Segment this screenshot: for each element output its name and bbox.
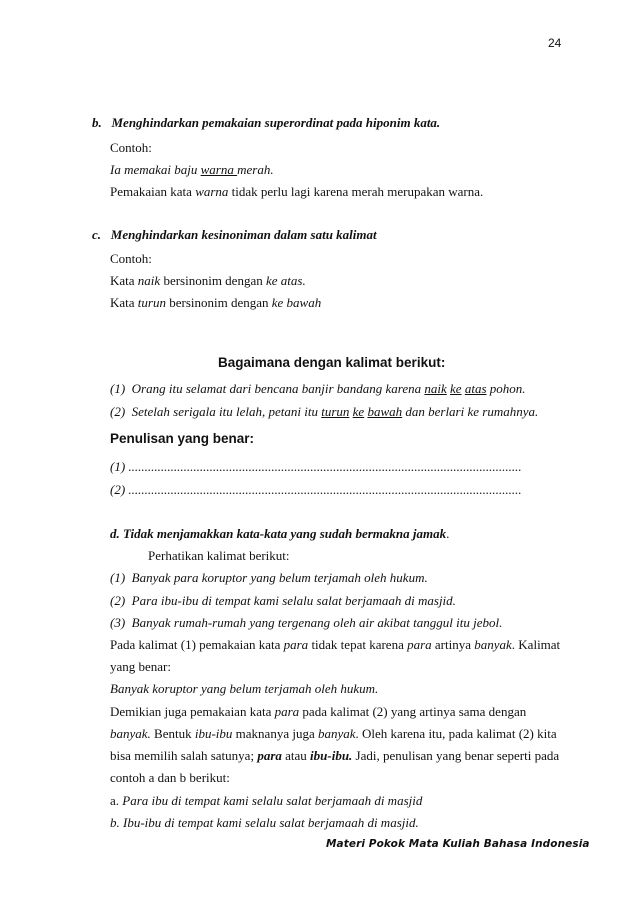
section-c-line1: Kata naik bersinonim dengan ke atas.	[110, 273, 306, 288]
paragraph-line-1: Pada kalimat (1) pemakaian kata para tidak tepat karena para artinya banyak. Kalimat	[110, 637, 561, 652]
section-d-sentence-1: (1) Banyak para koruptor yang belum terjamah oleh hukum.	[110, 570, 428, 585]
paragraph-line-6: bisa memilih salah satunya; para atau ibu-ibu. Jadi, penulisan yang benar seperti pada	[110, 748, 560, 763]
paragraph-line-2: yang benar:	[110, 659, 172, 674]
section-d-heading: d. Tidak menjamakkan kata-kata yang sudah bermakna jamak.	[110, 526, 450, 541]
section-d-intro: Perhatikan kalimat berikut:	[148, 548, 290, 563]
example-b: b. Ibu-ibu di tempat kami selalu salat berjamaah di masjid.	[110, 815, 419, 830]
section-b-heading: b. Menghindarkan pemakaian superordinat pada hiponim kata.	[92, 115, 441, 130]
section-b-note: Pemakaian kata warna tidak perlu lagi karena merah merupakan warna.	[110, 184, 484, 199]
answer-line-1: (1) .........................................................................................................................	[110, 459, 522, 474]
underlined-word: warna	[200, 162, 238, 177]
exercise-sentence-1: (1) Orang itu selamat dari bencana banjir bandang karena naik ke atas pohon.	[110, 381, 526, 396]
paragraph-line-7: contoh a dan b berikut:	[110, 770, 230, 785]
footer-course-title: Materi Pokok Mata Kuliah Bahasa Indonesia	[326, 838, 590, 850]
section-d-sentence-2: (2) Para ibu-ibu di tempat kami selalu salat berjamaah di masjid.	[110, 593, 456, 608]
paragraph-line-5: banyak. Bentuk ibu-ibu maknanya juga banyak. Oleh karena itu, pada kalimat (2) kita	[110, 726, 557, 741]
answer-heading: Penulisan yang benar:	[110, 431, 255, 446]
section-b-contoh: Contoh:	[110, 140, 152, 155]
section-c-contoh: Contoh:	[110, 251, 152, 266]
section-d-sentence-3: (3) Banyak rumah-rumah yang tergenang oleh air akibat tanggul itu jebol.	[110, 615, 503, 630]
section-c-line2: Kata turun bersinonim dengan ke bawah	[110, 295, 322, 310]
paragraph-line-4: Demikian juga pemakaian kata para pada kalimat (2) yang artinya sama dengan	[110, 704, 527, 719]
section-b-example: Ia memakai baju warna merah.	[110, 162, 274, 177]
page-number: 24	[548, 36, 562, 50]
paragraph-line-3: Banyak koruptor yang belum terjamah oleh hukum.	[110, 681, 379, 696]
answer-line-2: (2) .........................................................................................................................	[110, 482, 522, 497]
exercise-sentence-2: (2) Setelah serigala itu lelah, petani itu turun ke bawah dan berlari ke rumahnya.	[110, 404, 539, 419]
exercise-heading: Bagaimana dengan kalimat berikut:	[218, 355, 446, 370]
section-c-heading: c. Menghindarkan kesinoniman dalam satu kalimat	[92, 227, 377, 242]
example-a: a. Para ibu di tempat kami selalu salat berjamaah di masjid	[110, 793, 423, 808]
